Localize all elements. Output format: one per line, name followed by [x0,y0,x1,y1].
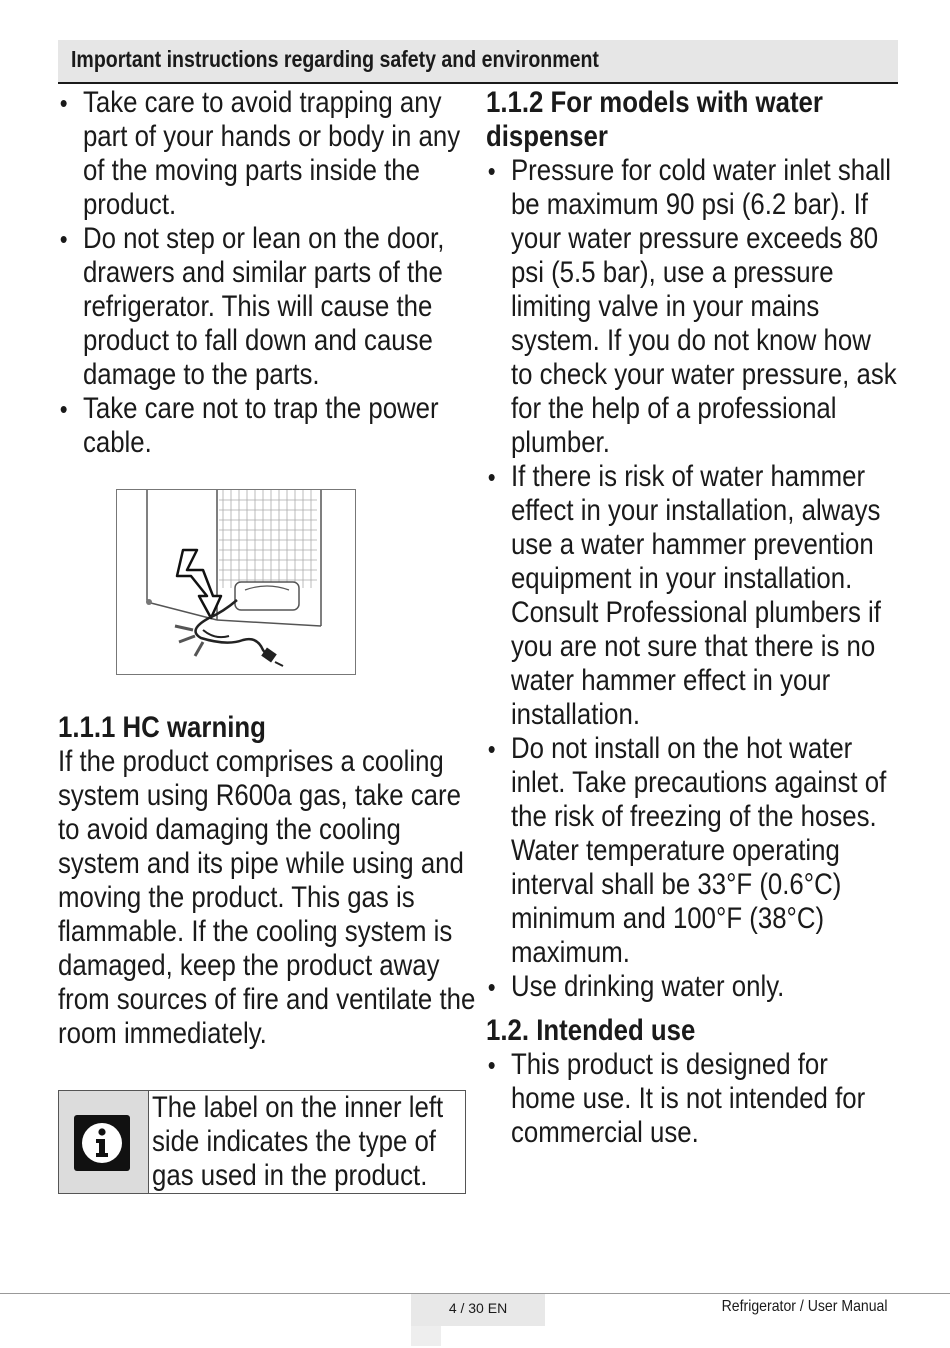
list-item: • Take care to avoid trapping any part of your hands or body in any of the moving parts inside the product. [58,86,471,222]
water-dispenser-bullet-list [486,154,897,1004]
info-icon-cell [59,1091,149,1193]
section-header-bar [58,40,898,84]
power-cable-illustration [116,489,356,675]
info-note-text: The label on the inner left side indicates the type of gas used in the product. [152,1091,444,1192]
safety-bullet-list [58,86,471,460]
page-number: 4 / 30 EN [411,1294,545,1326]
info-icon [74,1115,130,1171]
list-item: • Do not step or lean on the door, drawers and similar parts of the refrigerator. This will cause the product to fall down and cause damage to the parts. [58,222,471,392]
intended-use-bullet-list [486,1048,897,1150]
right-column [486,86,898,1150]
left-column [58,86,468,460]
list-item: • If there is risk of water hammer effect in your installation, always use a water hammer prevention equipment in your installation. Consult Professional plumbers if you are not sure that there is no water hammer effect in your installation. [486,460,897,732]
list-item: • Use drinking water only. [486,970,897,1004]
footer-tab [411,1326,441,1346]
fridge-cable-drawing [117,490,355,674]
water-dispenser-heading: 1.1.2 For models with water dispenser [486,86,823,153]
manual-title: Refrigerator / User Manual [722,1298,888,1315]
list-item: • Pressure for cold water inlet shall be maximum 90 psi (6.2 bar). If your water pressure exceeds 80 psi (5.5 bar), use a pressure limiting valve in your mains system. If you do not know how to check your water pressure, ask for the help of a professional plumber. [486,154,897,460]
info-note-box [58,1090,466,1194]
intended-use-heading: 1.2. Intended use [486,1014,696,1047]
section-header-title: Important instructions regarding safety and environment [71,46,599,72]
list-item: • Take care not to trap the power cable. [58,392,471,460]
list-item: • Do not install on the hot water inlet. Take precautions against of the risk of freezing of the hoses. Water temperature operating interval shall be 33°F (0.6°C) minimum and 100°F (38°C) maximum. [486,732,897,970]
list-item: • This product is designed for home use. It is not intended for commercial use. [486,1048,897,1150]
hc-warning-heading: 1.1.1 HC warning [58,711,266,744]
hc-warning-body: If the product comprises a cooling system using R600a gas, take care to avoid damaging the cooling system and its pipe while using and moving the product. This gas is flammable. If the cooling system is damaged, keep the product away from sources of fire and ventilate the room immediately. [58,745,476,1050]
hc-warning-section [58,711,478,1051]
